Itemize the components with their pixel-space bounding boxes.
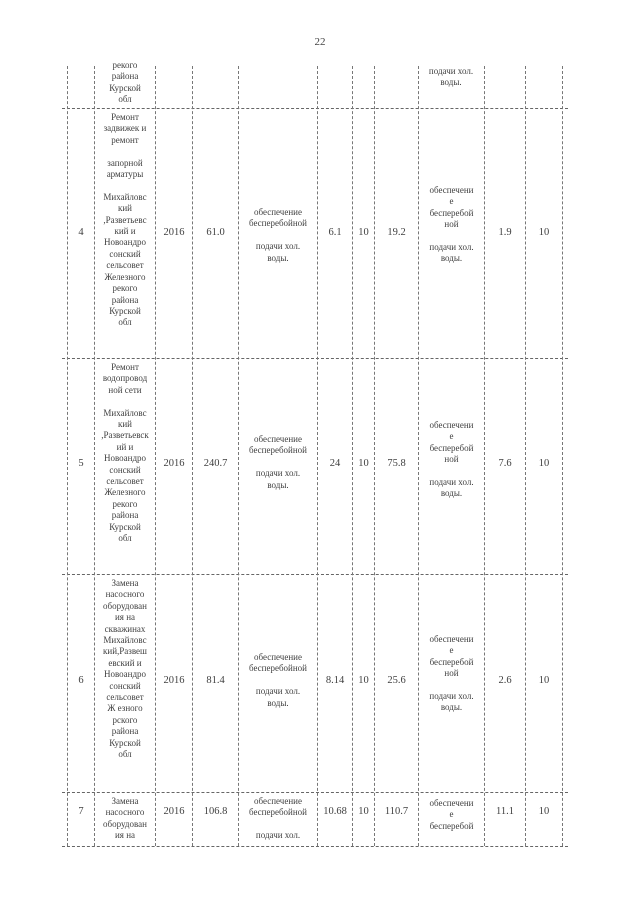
row-number: 4: [78, 227, 84, 238]
value-5: 10: [538, 675, 550, 686]
purpose: обеспечение бесперебойной подачи хол.: [248, 796, 307, 841]
column-divider: [352, 66, 353, 846]
year: 2016: [163, 227, 185, 238]
column-divider: [67, 66, 68, 846]
object-name: Замена насосного оборудован ия на скважинах Михайловс кий,Развеш евский и Новоандро сонский сельсовет Ж езного рского района Курской обл: [103, 578, 147, 760]
column-divider: [562, 66, 563, 846]
value-2: 10: [358, 227, 369, 238]
effect: обеспечени е бесперебой ной подачи хол. воды.: [429, 634, 474, 713]
page-number: 22: [314, 36, 326, 48]
year: 2016: [163, 675, 185, 686]
row-number: 6: [78, 675, 84, 686]
column-divider: [192, 66, 193, 846]
effect: обеспечени е бесперебой: [429, 798, 474, 831]
value-3: 25.6: [387, 675, 406, 686]
value-5: 10: [538, 806, 550, 817]
purpose: обеспечение бесперебойной подачи хол. воды.: [248, 207, 307, 263]
value-4: 1.9: [498, 227, 512, 238]
column-divider: [317, 66, 318, 846]
row-divider: [62, 574, 568, 575]
table-bottom-edge: [62, 846, 568, 847]
name-fragment: рекого района Курской обл: [109, 60, 141, 105]
row-divider: [62, 792, 568, 793]
object-name: Замена насосного оборудован ия на: [103, 796, 147, 841]
value-4: 7.6: [498, 458, 512, 469]
effect: обеспечени е бесперебой ной подачи хол. воды.: [429, 185, 474, 264]
value-4: 11.1: [496, 806, 514, 817]
cost: 106.8: [203, 806, 228, 817]
value-1: 6.1: [328, 227, 342, 238]
effect: обеспечени е бесперебой ной подачи хол. воды.: [429, 420, 474, 499]
value-5: 10: [538, 227, 550, 238]
column-divider: [525, 66, 526, 846]
object-name: Ремонт задвижек и ремонт запорной арматуры Михайловс кий ,Разветьевс кий и Новоандро сонский сельсовет Железного рекого района Курской обл: [103, 112, 147, 328]
value-1: 10.68: [323, 806, 347, 817]
row-divider: [62, 108, 568, 109]
value-3: 19.2: [387, 227, 406, 238]
effect-fragment: подачи хол. воды.: [428, 66, 474, 88]
value-3: 75.8: [387, 458, 406, 469]
purpose: обеспечение бесперебойной подачи хол. воды.: [248, 652, 307, 708]
cost: 81.4: [206, 675, 225, 686]
value-2: 10: [358, 806, 369, 817]
row-number: 5: [78, 458, 84, 469]
cost: 61.0: [206, 227, 225, 238]
year: 2016: [163, 806, 185, 817]
row-number: 7: [78, 806, 84, 817]
column-divider: [374, 66, 375, 846]
column-divider: [155, 66, 156, 846]
value-2: 10: [358, 458, 369, 469]
value-3: 110.7: [384, 806, 409, 817]
year: 2016: [163, 458, 185, 469]
value-5: 10: [538, 458, 550, 469]
cost: 240.7: [203, 458, 228, 469]
object-name: Ремонт водопровод ной сети Михайловс кий ,Разветьевск ий и Новоандро сонский сельсовет Железного рекого района Курской обл: [101, 362, 149, 544]
value-2: 10: [358, 675, 369, 686]
value-1: 24: [329, 458, 341, 469]
purpose: обеспечение бесперебойной подачи хол. воды.: [248, 434, 307, 490]
row-divider: [62, 358, 568, 359]
value-4: 2.6: [498, 675, 512, 686]
value-1: 8.14: [325, 675, 345, 686]
column-divider: [484, 66, 485, 846]
